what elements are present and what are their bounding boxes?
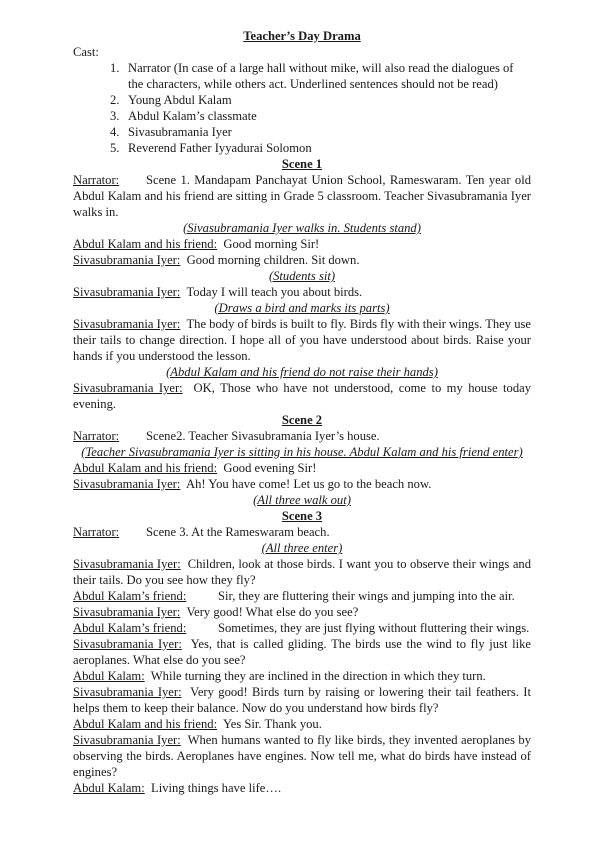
dialogue-line [73,236,531,252]
speaker-name: Sivasubramania Iyer: [73,637,182,651]
cast-number: 5. [110,141,120,155]
speaker-name: Narrator: [73,173,120,187]
dialogue-text: While turning they are inclined in the direction in which they turn. [150,669,486,683]
dialogue-text: Good evening Sir! [223,461,317,475]
speaker-cell [73,524,146,540]
cast-item [73,108,531,124]
cast-number: 2. [110,93,120,107]
scene-heading: Scene 3 [281,509,323,523]
dialogue-text: Scene 1. Mandapam Panchayat Union School, Rameswaram. Ten year old Abdul Kalam and his friend are sitting in Grade 5 classroom. Teacher Sivasubramania Iyer walks in. [73,173,531,219]
dialogue-line [73,524,531,540]
stage-direction: (All three enter) [261,541,343,555]
dialogue-line [73,716,531,732]
dialogue-line [73,476,531,492]
stage-direction: (All three walk out) [253,493,351,507]
dialogue-text: Living things have life…. [151,781,282,795]
dialogue-text: Yes, that is called gliding. The birds use the wind to fly just like aeroplanes. What else do you see? [73,637,531,667]
cast-item [73,124,531,140]
cast-item [73,60,531,92]
dialogue-line [73,284,531,300]
dialogue-line [73,636,531,668]
dialogue-text: When humans wanted to fly like birds, they invented aeroplanes by observing the birds. Aeroplanes have engines. Now tell me, what do birds have instead of engines? [73,733,531,779]
cast-number: 4. [110,125,120,139]
speaker-name: Abdul Kalam: [73,781,145,795]
speaker-cell [73,588,218,604]
dialogue-text: Yes Sir. Thank you. [222,717,322,731]
dialogue-line [73,556,531,588]
speaker-name: Abdul Kalam’s friend: [73,621,187,635]
dialogue-line [73,460,531,476]
cast-list [73,60,531,156]
dialogue-line [73,172,531,220]
dialogue-text: Ah! You have come! Let us go to the beach now. [185,477,432,491]
speaker-name: Sivasubramania Iyer: [73,253,181,267]
cast-item [73,92,531,108]
stage-direction: (Draws a bird and marks its parts) [214,301,390,315]
dialogue-line [73,732,531,780]
stage-direction: (Abdul Kalam and his friend do not raise their hands) [166,365,438,379]
speaker-name: Sivasubramania Iyer: [73,733,181,747]
dialogue-text: Scene2. Teacher Sivasubramania Iyer’s house. [146,429,380,443]
stage-direction: (Teacher Sivasubramania Iyer is sitting in his house. Abdul Kalam and his friend enter) [81,445,523,459]
cast-name: Sivasubramania Iyer [128,125,232,139]
cast-label: Cast: [73,45,99,59]
dialogue-line [73,684,531,716]
script-body [73,156,531,796]
speaker-name: Abdul Kalam’s friend: [73,589,187,603]
dialogue-text: Today I will teach you about birds. [186,285,363,299]
speaker-name: Sivasubramania Iyer: [73,285,181,299]
scene-heading: Scene 2 [281,413,323,427]
speaker-name: Sivasubramania Iyer: [73,381,183,395]
dialogue-line [73,668,531,684]
document-title: Teacher’s Day Drama [243,29,361,43]
dialogue-text: The body of birds is built to fly. Birds fly with their wings. They use their tails to change direction. I hope all of you have understood about birds. Raise your hands if you understood the lesson. [73,317,532,363]
speaker-cell [73,428,146,444]
speaker-name: Narrator: [73,525,120,539]
cast-name: Narrator (In case of a large hall without mike, will also read the dialogues of the characters, while others act. Underlined sentences should not be read) [128,61,514,91]
dialogue-text: Very good! Birds turn by raising or lowering their tail feathers. It helps them to keep their balance. Now do you understand how birds fly? [73,685,531,715]
cast-name: Young Abdul Kalam [128,93,232,107]
dialogue-text: Children, look at those birds. I want you to observe their wings and their tails. Do you see how they fly? [73,557,531,587]
cast-item [73,140,531,156]
scene-heading: Scene 1 [281,157,323,171]
speaker-name: Narrator: [73,429,120,443]
dialogue-line [73,428,531,444]
cast-name: Abdul Kalam’s classmate [128,109,257,123]
dialogue-text: Good morning Sir! [223,237,320,251]
speaker-name: Abdul Kalam and his friend: [73,461,218,475]
speaker-name: Sivasubramania Iyer: [73,317,181,331]
speaker-cell [73,620,218,636]
speaker-name: Sivasubramania Iyer: [73,605,181,619]
cast-number: 1. [110,61,120,75]
speaker-cell [73,172,146,188]
dialogue-line [73,620,531,636]
stage-direction: (Sivasubramania Iyer walks in. Students stand) [183,221,421,235]
speaker-name: Abdul Kalam and his friend: [73,237,218,251]
dialogue-text: Good morning children. Sit down. [186,253,360,267]
dialogue-text: Sometimes, they are just flying without fluttering their wings. [218,621,530,635]
dialogue-line [73,588,531,604]
document-page [73,28,531,796]
dialogue-text: Very good! What else do you see? [186,605,359,619]
speaker-name: Abdul Kalam and his friend: [73,717,218,731]
cast-number: 3. [110,109,120,123]
cast-name: Reverend Father Iyyadurai Solomon [128,141,312,155]
speaker-name: Sivasubramania Iyer: [73,685,182,699]
dialogue-line [73,316,531,364]
dialogue-text: Scene 3. At the Rameswaram beach. [146,525,330,539]
dialogue-line [73,252,531,268]
dialogue-line [73,604,531,620]
dialogue-text: Sir, they are fluttering their wings and jumping into the air. [218,589,515,603]
dialogue-line [73,780,531,796]
stage-direction: (Students sit) [268,269,336,283]
dialogue-line [73,380,531,412]
speaker-name: Abdul Kalam: [73,669,145,683]
speaker-name: Sivasubramania Iyer: [73,557,181,571]
dialogue-text: OK, Those who have not understood, come to my house today evening. [73,381,532,411]
speaker-name: Sivasubramania Iyer: [73,477,181,491]
